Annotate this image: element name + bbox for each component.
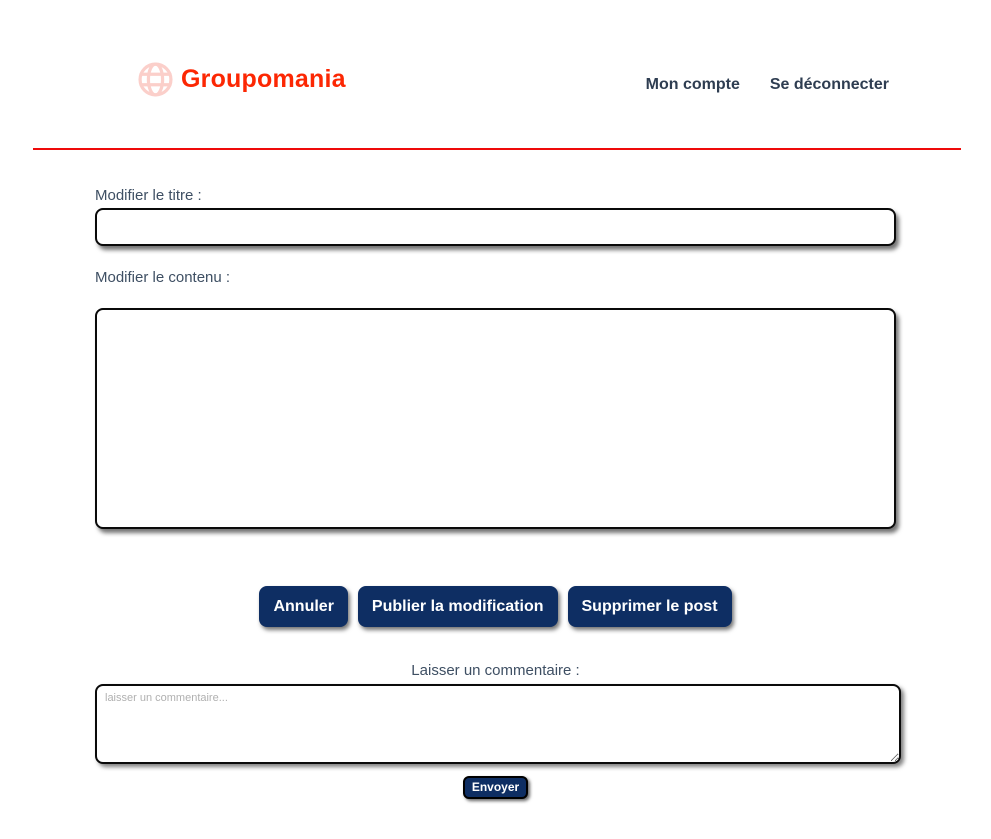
edit-content-label: Modifier le contenu : bbox=[95, 269, 231, 286]
logo-text: Groupomania bbox=[181, 64, 346, 93]
send-comment-button[interactable]: Envoyer bbox=[463, 776, 528, 799]
globe-icon bbox=[137, 61, 174, 98]
nav-link-se-deconnecter[interactable]: Se déconnecter bbox=[769, 76, 889, 93]
logo-link[interactable] bbox=[137, 61, 346, 98]
edit-title-input[interactable] bbox=[95, 208, 896, 246]
edit-actions bbox=[95, 586, 896, 627]
comment-textarea[interactable] bbox=[95, 684, 901, 764]
app-header bbox=[0, 0, 991, 100]
edit-post-page bbox=[0, 188, 991, 799]
delete-post-button[interactable]: Supprimer le post bbox=[568, 586, 732, 627]
header-divider bbox=[33, 148, 961, 150]
main-nav bbox=[646, 76, 889, 94]
edit-title-label: Modifier le titre : bbox=[95, 187, 202, 204]
comment-label: Laisser un commentaire : bbox=[411, 662, 580, 679]
nav-link-mon-compte[interactable]: Mon compte bbox=[645, 76, 740, 93]
comment-actions bbox=[95, 776, 896, 799]
cancel-button[interactable]: Annuler bbox=[259, 586, 347, 627]
edit-content-textarea[interactable] bbox=[95, 308, 896, 529]
publish-modification-button[interactable]: Publier la modification bbox=[358, 586, 558, 627]
